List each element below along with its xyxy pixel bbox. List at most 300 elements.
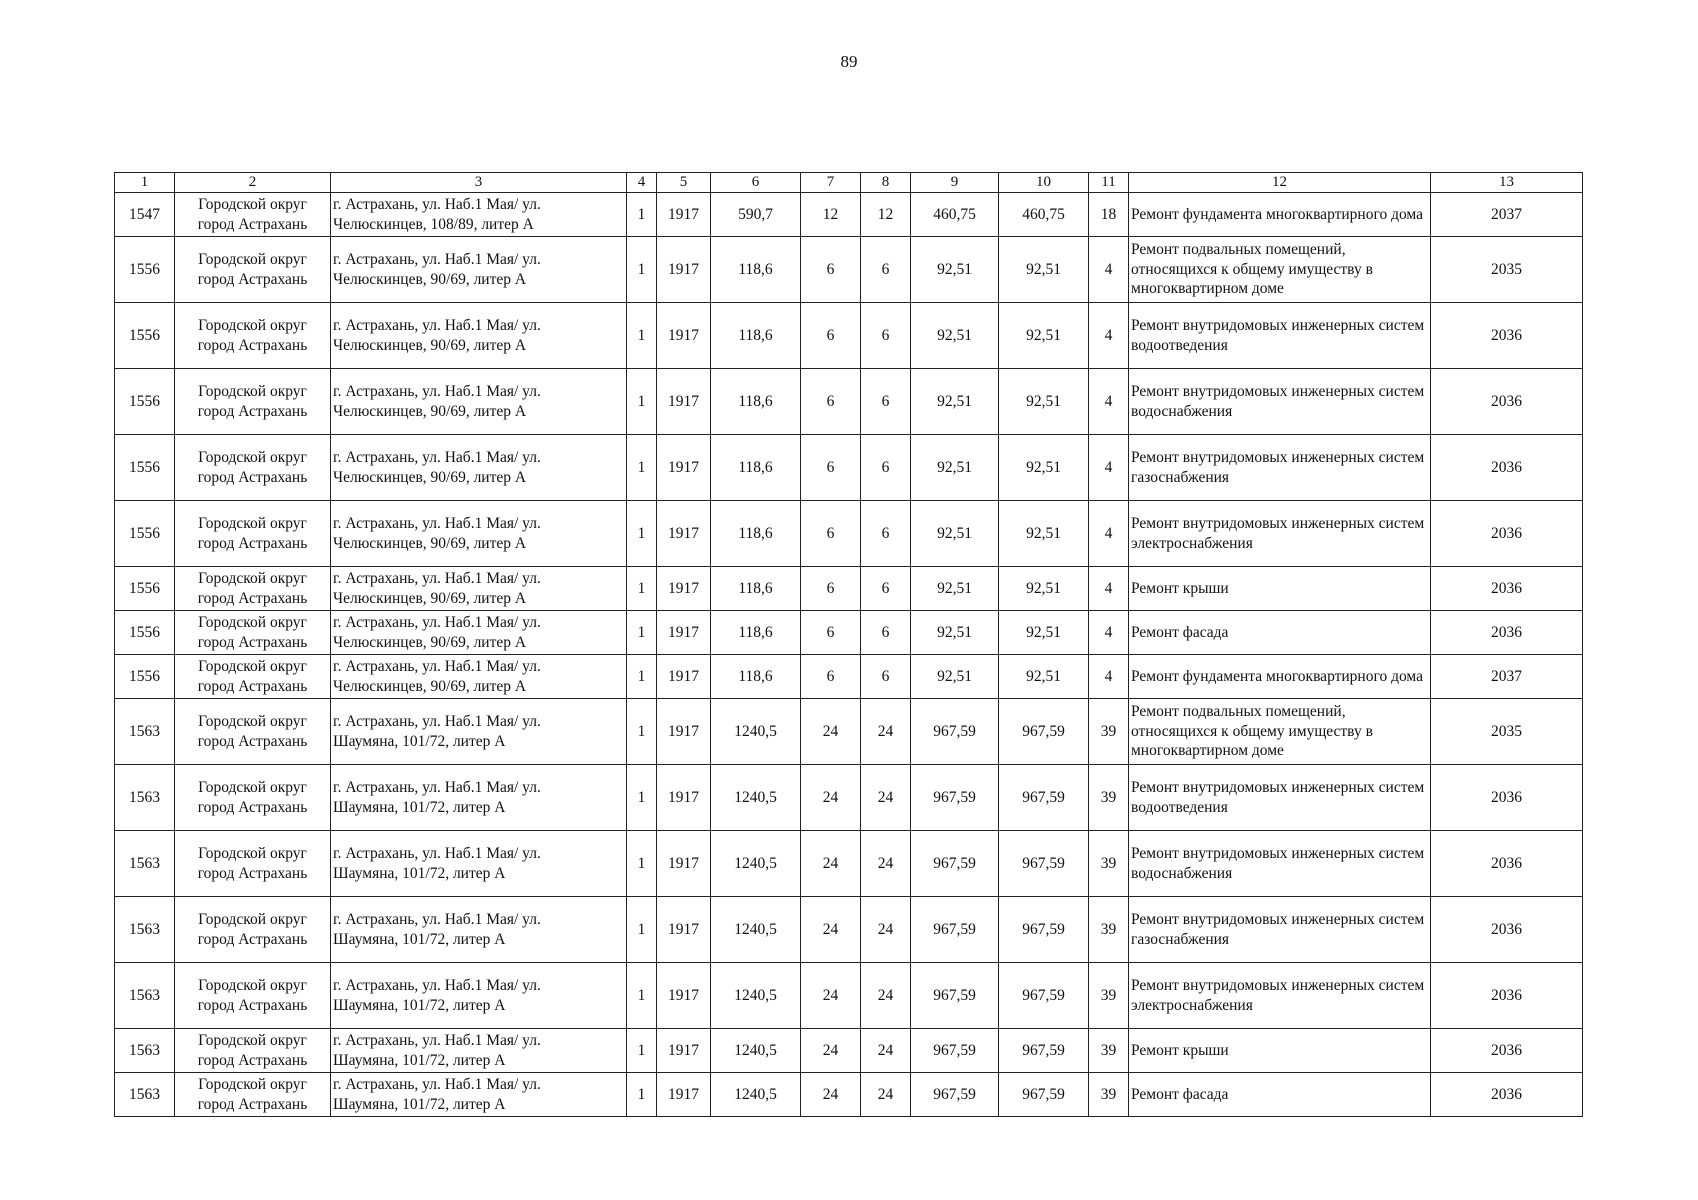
address-cell xyxy=(331,501,627,567)
municipality-cell xyxy=(175,501,331,567)
cell-col-7: 6 xyxy=(801,237,861,303)
cell-col-4: 1 xyxy=(627,193,657,237)
table-row xyxy=(115,501,1583,567)
column-number: 6 xyxy=(711,173,801,193)
address-line: Шаумяна, 101/72, литер А xyxy=(333,798,506,816)
cell-col-11: 39 xyxy=(1089,699,1129,765)
municipality-line: город Астрахань xyxy=(197,930,308,948)
address-line: г. Астрахань, ул. Наб.1 Мая/ ул. xyxy=(333,976,541,994)
column-number: 9 xyxy=(911,173,999,193)
cell-col-10: 967,59 xyxy=(999,699,1089,765)
municipality-line: город Астрахань xyxy=(197,1051,308,1069)
cell-col-9: 460,75 xyxy=(911,193,999,237)
area-cell: 118,6 xyxy=(711,303,801,369)
area-cell: 1240,5 xyxy=(711,897,801,963)
table-row xyxy=(115,831,1583,897)
cell-col-4: 1 xyxy=(627,1029,657,1073)
cell-col-4: 1 xyxy=(627,303,657,369)
cell-col-11: 4 xyxy=(1089,501,1129,567)
municipality-cell xyxy=(175,303,331,369)
address-line: г. Астрахань, ул. Наб.1 Мая/ ул. xyxy=(333,910,541,928)
area-cell: 118,6 xyxy=(711,501,801,567)
address-line: Шаумяна, 101/72, литер А xyxy=(333,732,506,750)
cell-col-8: 6 xyxy=(861,611,911,655)
address-cell xyxy=(331,897,627,963)
cell-col-11: 4 xyxy=(1089,303,1129,369)
cell-col-10: 92,51 xyxy=(999,303,1089,369)
year-cell: 1917 xyxy=(657,699,711,765)
address-line: Шаумяна, 101/72, литер А xyxy=(333,996,506,1014)
row-number: 1556 xyxy=(115,303,175,369)
address-line: г. Астрахань, ул. Наб.1 Мая/ ул. xyxy=(333,1075,541,1093)
municipality-cell xyxy=(175,963,331,1029)
year-cell: 1917 xyxy=(657,1029,711,1073)
table-row xyxy=(115,369,1583,435)
cell-col-11: 39 xyxy=(1089,1029,1129,1073)
cell-col-7: 6 xyxy=(801,303,861,369)
address-line: г. Астрахань, ул. Наб.1 Мая/ ул. xyxy=(333,382,541,400)
municipality-cell xyxy=(175,237,331,303)
planned-year-cell: 2036 xyxy=(1431,303,1583,369)
cell-col-7: 24 xyxy=(801,897,861,963)
year-cell: 1917 xyxy=(657,567,711,611)
address-cell xyxy=(331,655,627,699)
municipality-line: город Астрахань xyxy=(197,534,308,552)
cell-col-11: 4 xyxy=(1089,435,1129,501)
planned-year-cell: 2036 xyxy=(1431,831,1583,897)
column-number: 8 xyxy=(861,173,911,193)
address-cell xyxy=(331,237,627,303)
work-type-cell: Ремонт фасада xyxy=(1129,611,1431,655)
cell-col-9: 92,51 xyxy=(911,567,999,611)
cell-col-10: 92,51 xyxy=(999,369,1089,435)
row-number: 1556 xyxy=(115,567,175,611)
row-number: 1563 xyxy=(115,1029,175,1073)
address-line: г. Астрахань, ул. Наб.1 Мая/ ул. xyxy=(333,657,541,675)
work-type-cell: Ремонт фасада xyxy=(1129,1073,1431,1117)
work-type-cell: Ремонт внутридомовых инженерных систем газоснабжения xyxy=(1129,435,1431,501)
municipality-cell xyxy=(175,567,331,611)
cell-col-8: 24 xyxy=(861,897,911,963)
municipality-line: город Астрахань xyxy=(197,798,308,816)
cell-col-7: 24 xyxy=(801,1029,861,1073)
cell-col-4: 1 xyxy=(627,831,657,897)
cell-col-8: 6 xyxy=(861,435,911,501)
table-row xyxy=(115,303,1583,369)
municipality-line: Городской округ xyxy=(198,448,307,466)
cell-col-7: 6 xyxy=(801,501,861,567)
cell-col-10: 92,51 xyxy=(999,611,1089,655)
work-type-cell: Ремонт внутридомовых инженерных систем газоснабжения xyxy=(1129,897,1431,963)
year-cell: 1917 xyxy=(657,303,711,369)
row-number: 1556 xyxy=(115,435,175,501)
municipality-line: город Астрахань xyxy=(197,270,308,288)
municipality-line: Городской округ xyxy=(198,976,307,994)
municipality-cell xyxy=(175,831,331,897)
planned-year-cell: 2036 xyxy=(1431,435,1583,501)
municipality-line: Городской округ xyxy=(198,382,307,400)
work-type-cell: Ремонт внутридомовых инженерных систем водоснабжения xyxy=(1129,369,1431,435)
table-row xyxy=(115,897,1583,963)
cell-col-4: 1 xyxy=(627,699,657,765)
cell-col-7: 24 xyxy=(801,699,861,765)
year-cell: 1917 xyxy=(657,237,711,303)
address-line: Челюскинцев, 90/69, литер А xyxy=(333,402,527,420)
year-cell: 1917 xyxy=(657,963,711,1029)
cell-col-8: 6 xyxy=(861,303,911,369)
municipality-line: Городской округ xyxy=(198,514,307,532)
cell-col-11: 4 xyxy=(1089,369,1129,435)
planned-year-cell: 2036 xyxy=(1431,1073,1583,1117)
table-row xyxy=(115,1029,1583,1073)
cell-col-9: 967,59 xyxy=(911,699,999,765)
column-number-row xyxy=(115,173,1583,193)
cell-col-7: 24 xyxy=(801,831,861,897)
row-number: 1556 xyxy=(115,369,175,435)
page-number: 89 xyxy=(840,52,858,71)
cell-col-10: 460,75 xyxy=(999,193,1089,237)
municipality-line: Городской округ xyxy=(198,195,307,213)
row-number: 1547 xyxy=(115,193,175,237)
area-cell: 118,6 xyxy=(711,369,801,435)
cell-col-8: 6 xyxy=(861,501,911,567)
municipality-cell xyxy=(175,369,331,435)
address-cell xyxy=(331,303,627,369)
row-number: 1556 xyxy=(115,501,175,567)
planned-year-cell: 2037 xyxy=(1431,193,1583,237)
cell-col-9: 92,51 xyxy=(911,655,999,699)
municipality-line: Городской округ xyxy=(198,613,307,631)
table-row xyxy=(115,435,1583,501)
table-row xyxy=(115,699,1583,765)
address-cell xyxy=(331,831,627,897)
address-cell xyxy=(331,1073,627,1117)
municipality-line: город Астрахань xyxy=(197,215,308,233)
cell-col-10: 967,59 xyxy=(999,897,1089,963)
cell-col-8: 24 xyxy=(861,1073,911,1117)
planned-year-cell: 2035 xyxy=(1431,237,1583,303)
cell-col-4: 1 xyxy=(627,897,657,963)
work-type-cell: Ремонт внутридомовых инженерных систем электроснабжения xyxy=(1129,501,1431,567)
row-number: 1556 xyxy=(115,655,175,699)
cell-col-10: 92,51 xyxy=(999,435,1089,501)
cell-col-4: 1 xyxy=(627,611,657,655)
cell-col-9: 92,51 xyxy=(911,237,999,303)
address-line: Шаумяна, 101/72, литер А xyxy=(333,930,506,948)
cell-col-11: 4 xyxy=(1089,237,1129,303)
cell-col-9: 92,51 xyxy=(911,611,999,655)
cell-col-4: 1 xyxy=(627,567,657,611)
area-cell: 590,7 xyxy=(711,193,801,237)
address-cell xyxy=(331,193,627,237)
address-line: г. Астрахань, ул. Наб.1 Мая/ ул. xyxy=(333,514,541,532)
table-body xyxy=(115,173,1583,1117)
row-number: 1563 xyxy=(115,963,175,1029)
address-line: Челюскинцев, 108/89, литер А xyxy=(333,215,534,233)
cell-col-11: 39 xyxy=(1089,1073,1129,1117)
address-line: Челюскинцев, 90/69, литер А xyxy=(333,270,527,288)
work-type-cell: Ремонт фундамента многоквартирного дома xyxy=(1129,655,1431,699)
address-line: Челюскинцев, 90/69, литер А xyxy=(333,633,527,651)
cell-col-9: 92,51 xyxy=(911,435,999,501)
planned-year-cell: 2036 xyxy=(1431,765,1583,831)
address-cell xyxy=(331,369,627,435)
municipality-line: город Астрахань xyxy=(197,1095,308,1113)
cell-col-7: 24 xyxy=(801,765,861,831)
work-type-cell: Ремонт внутридомовых инженерных систем водоотведения xyxy=(1129,303,1431,369)
address-cell xyxy=(331,435,627,501)
municipality-line: Городской округ xyxy=(198,250,307,268)
cell-col-7: 6 xyxy=(801,369,861,435)
column-number: 12 xyxy=(1129,173,1431,193)
planned-year-cell: 2036 xyxy=(1431,1029,1583,1073)
address-line: г. Астрахань, ул. Наб.1 Мая/ ул. xyxy=(333,195,541,213)
cell-col-8: 24 xyxy=(861,699,911,765)
municipality-line: город Астрахань xyxy=(197,996,308,1014)
address-line: Челюскинцев, 90/69, литер А xyxy=(333,534,527,552)
cell-col-10: 92,51 xyxy=(999,501,1089,567)
cell-col-11: 4 xyxy=(1089,655,1129,699)
cell-col-8: 24 xyxy=(861,963,911,1029)
area-cell: 118,6 xyxy=(711,655,801,699)
cell-col-9: 967,59 xyxy=(911,765,999,831)
cell-col-9: 967,59 xyxy=(911,1073,999,1117)
cell-col-11: 39 xyxy=(1089,963,1129,1029)
cell-col-8: 24 xyxy=(861,765,911,831)
address-cell xyxy=(331,699,627,765)
address-cell xyxy=(331,567,627,611)
row-number: 1563 xyxy=(115,897,175,963)
table-row xyxy=(115,963,1583,1029)
cell-col-9: 92,51 xyxy=(911,501,999,567)
table-row xyxy=(115,193,1583,237)
address-line: г. Астрахань, ул. Наб.1 Мая/ ул. xyxy=(333,712,541,730)
planned-year-cell: 2036 xyxy=(1431,611,1583,655)
municipality-cell xyxy=(175,1073,331,1117)
address-cell xyxy=(331,611,627,655)
work-type-cell: Ремонт внутридомовых инженерных систем водоснабжения xyxy=(1129,831,1431,897)
cell-col-4: 1 xyxy=(627,435,657,501)
municipality-line: Городской округ xyxy=(198,1031,307,1049)
address-line: Шаумяна, 101/72, литер А xyxy=(333,864,506,882)
row-number: 1563 xyxy=(115,765,175,831)
address-line: г. Астрахань, ул. Наб.1 Мая/ ул. xyxy=(333,613,541,631)
municipality-line: Городской округ xyxy=(198,778,307,796)
municipality-cell xyxy=(175,765,331,831)
cell-col-9: 967,59 xyxy=(911,1029,999,1073)
municipality-line: город Астрахань xyxy=(197,336,308,354)
column-number: 2 xyxy=(175,173,331,193)
table-row xyxy=(115,237,1583,303)
municipality-line: Городской округ xyxy=(198,316,307,334)
municipality-line: Городской округ xyxy=(198,910,307,928)
cell-col-4: 1 xyxy=(627,237,657,303)
cell-col-11: 39 xyxy=(1089,897,1129,963)
work-type-cell: Ремонт фундамента многоквартирного дома xyxy=(1129,193,1431,237)
row-number: 1556 xyxy=(115,611,175,655)
address-line: Челюскинцев, 90/69, литер А xyxy=(333,589,527,607)
year-cell: 1917 xyxy=(657,611,711,655)
municipality-cell xyxy=(175,655,331,699)
cell-col-8: 6 xyxy=(861,237,911,303)
work-type-cell: Ремонт подвальных помещений, относящихся к общему имуществу в многоквартирном доме xyxy=(1129,699,1431,765)
column-number: 10 xyxy=(999,173,1089,193)
cell-col-10: 967,59 xyxy=(999,1029,1089,1073)
row-number: 1563 xyxy=(115,1073,175,1117)
year-cell: 1917 xyxy=(657,655,711,699)
municipality-line: Городской округ xyxy=(198,712,307,730)
cell-col-8: 24 xyxy=(861,1029,911,1073)
year-cell: 1917 xyxy=(657,1073,711,1117)
table-row xyxy=(115,765,1583,831)
cell-col-10: 967,59 xyxy=(999,963,1089,1029)
column-number: 1 xyxy=(115,173,175,193)
cell-col-7: 6 xyxy=(801,655,861,699)
column-number: 3 xyxy=(331,173,627,193)
area-cell: 1240,5 xyxy=(711,1073,801,1117)
cell-col-10: 92,51 xyxy=(999,567,1089,611)
cell-col-8: 6 xyxy=(861,567,911,611)
municipality-cell xyxy=(175,193,331,237)
column-number: 7 xyxy=(801,173,861,193)
cell-col-11: 39 xyxy=(1089,765,1129,831)
municipality-line: город Астрахань xyxy=(197,677,308,695)
address-line: г. Астрахань, ул. Наб.1 Мая/ ул. xyxy=(333,569,541,587)
address-line: г. Астрахань, ул. Наб.1 Мая/ ул. xyxy=(333,250,541,268)
work-type-cell: Ремонт подвальных помещений, относящихся к общему имуществу в многоквартирном доме xyxy=(1129,237,1431,303)
column-number: 5 xyxy=(657,173,711,193)
cell-col-7: 24 xyxy=(801,1073,861,1117)
cell-col-7: 6 xyxy=(801,567,861,611)
municipality-cell xyxy=(175,435,331,501)
municipality-line: город Астрахань xyxy=(197,402,308,420)
year-cell: 1917 xyxy=(657,501,711,567)
municipality-line: Городской округ xyxy=(198,1075,307,1093)
cell-col-9: 967,59 xyxy=(911,897,999,963)
municipality-line: город Астрахань xyxy=(197,864,308,882)
address-line: г. Астрахань, ул. Наб.1 Мая/ ул. xyxy=(333,316,541,334)
cell-col-4: 1 xyxy=(627,765,657,831)
cell-col-10: 967,59 xyxy=(999,765,1089,831)
address-line: г. Астрахань, ул. Наб.1 Мая/ ул. xyxy=(333,448,541,466)
year-cell: 1917 xyxy=(657,193,711,237)
area-cell: 1240,5 xyxy=(711,1029,801,1073)
cell-col-4: 1 xyxy=(627,369,657,435)
address-cell xyxy=(331,963,627,1029)
cell-col-10: 92,51 xyxy=(999,655,1089,699)
cell-col-9: 967,59 xyxy=(911,963,999,1029)
work-type-cell: Ремонт внутридомовых инженерных систем водоотведения xyxy=(1129,765,1431,831)
municipality-line: город Астрахань xyxy=(197,589,308,607)
area-cell: 118,6 xyxy=(711,237,801,303)
cell-col-11: 39 xyxy=(1089,831,1129,897)
year-cell: 1917 xyxy=(657,435,711,501)
planned-year-cell: 2036 xyxy=(1431,567,1583,611)
table-row xyxy=(115,567,1583,611)
work-type-cell: Ремонт крыши xyxy=(1129,567,1431,611)
address-line: Шаумяна, 101/72, литер А xyxy=(333,1051,506,1069)
address-cell xyxy=(331,765,627,831)
cell-col-8: 6 xyxy=(861,655,911,699)
cell-col-11: 4 xyxy=(1089,611,1129,655)
table-row xyxy=(115,611,1583,655)
planned-year-cell: 2036 xyxy=(1431,897,1583,963)
cell-col-9: 92,51 xyxy=(911,369,999,435)
area-cell: 1240,5 xyxy=(711,831,801,897)
cell-col-4: 1 xyxy=(627,1073,657,1117)
table-row xyxy=(115,1073,1583,1117)
cell-col-11: 18 xyxy=(1089,193,1129,237)
cell-col-11: 4 xyxy=(1089,567,1129,611)
cell-col-10: 92,51 xyxy=(999,237,1089,303)
column-number: 13 xyxy=(1431,173,1583,193)
address-line: г. Астрахань, ул. Наб.1 Мая/ ул. xyxy=(333,778,541,796)
municipality-line: Городской округ xyxy=(198,844,307,862)
address-line: Челюскинцев, 90/69, литер А xyxy=(333,677,527,695)
column-number: 11 xyxy=(1089,173,1129,193)
cell-col-4: 1 xyxy=(627,963,657,1029)
cell-col-8: 12 xyxy=(861,193,911,237)
address-line: Шаумяна, 101/72, литер А xyxy=(333,1095,506,1113)
cell-col-10: 967,59 xyxy=(999,1073,1089,1117)
area-cell: 1240,5 xyxy=(711,963,801,1029)
cell-col-7: 6 xyxy=(801,435,861,501)
planned-year-cell: 2037 xyxy=(1431,655,1583,699)
municipality-cell xyxy=(175,611,331,655)
planned-year-cell: 2036 xyxy=(1431,369,1583,435)
address-line: Челюскинцев, 90/69, литер А xyxy=(333,468,527,486)
row-number: 1563 xyxy=(115,699,175,765)
area-cell: 1240,5 xyxy=(711,765,801,831)
work-type-cell: Ремонт внутридомовых инженерных систем электроснабжения xyxy=(1129,963,1431,1029)
cell-col-10: 967,59 xyxy=(999,831,1089,897)
municipality-line: Городской округ xyxy=(198,569,307,587)
cell-col-7: 12 xyxy=(801,193,861,237)
cell-col-9: 92,51 xyxy=(911,303,999,369)
work-type-cell: Ремонт крыши xyxy=(1129,1029,1431,1073)
area-cell: 118,6 xyxy=(711,611,801,655)
year-cell: 1917 xyxy=(657,897,711,963)
cell-col-4: 1 xyxy=(627,655,657,699)
planned-year-cell: 2036 xyxy=(1431,963,1583,1029)
cell-col-7: 6 xyxy=(801,611,861,655)
address-line: Челюскинцев, 90/69, литер А xyxy=(333,336,527,354)
planned-year-cell: 2036 xyxy=(1431,501,1583,567)
cell-col-7: 24 xyxy=(801,963,861,1029)
area-cell: 1240,5 xyxy=(711,699,801,765)
address-line: г. Астрахань, ул. Наб.1 Мая/ ул. xyxy=(333,844,541,862)
area-cell: 118,6 xyxy=(711,435,801,501)
year-cell: 1917 xyxy=(657,765,711,831)
cell-col-9: 967,59 xyxy=(911,831,999,897)
area-cell: 118,6 xyxy=(711,567,801,611)
column-number: 4 xyxy=(627,173,657,193)
municipality-cell xyxy=(175,699,331,765)
year-cell: 1917 xyxy=(657,369,711,435)
address-line: г. Астрахань, ул. Наб.1 Мая/ ул. xyxy=(333,1031,541,1049)
municipality-cell xyxy=(175,897,331,963)
planned-year-cell: 2035 xyxy=(1431,699,1583,765)
municipality-line: Городской округ xyxy=(198,657,307,675)
cell-col-8: 24 xyxy=(861,831,911,897)
address-cell xyxy=(331,1029,627,1073)
cell-col-8: 6 xyxy=(861,369,911,435)
municipality-line: город Астрахань xyxy=(197,732,308,750)
row-number: 1563 xyxy=(115,831,175,897)
cell-col-4: 1 xyxy=(627,501,657,567)
year-cell: 1917 xyxy=(657,831,711,897)
municipality-cell xyxy=(175,1029,331,1073)
